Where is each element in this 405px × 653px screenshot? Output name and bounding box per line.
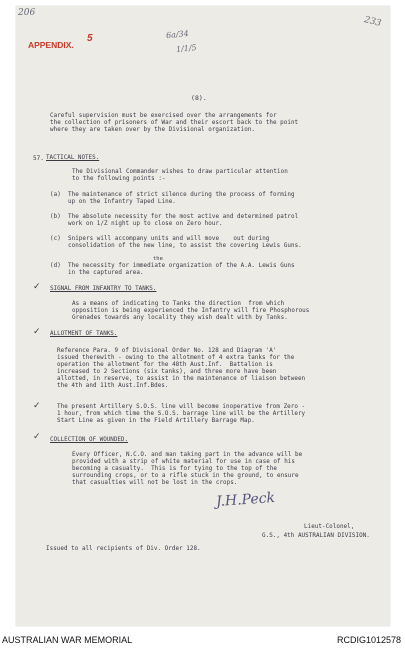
intro-paragraph: Careful supervision must be exercised over the arrangements for the collection of prisoners of War and their escort back to the point where they are taken over by the Divisional organization. — [50, 113, 299, 134]
footer — [0, 635, 405, 649]
section-heading-wounded: COLLECTION OF WOUNDED. — [50, 437, 129, 443]
appendix-label: APPENDIX. — [28, 40, 74, 50]
pencil-annotation-date: 1/1/5 — [175, 42, 198, 55]
folio-number-right: 233 — [363, 15, 383, 29]
check-mark: ✓ — [33, 282, 41, 292]
point-text: The necessity for immediate organization of the A.A. Lewis Guns in the captured area. — [68, 263, 295, 277]
point-label: (b) — [50, 214, 61, 220]
point-label: (a) — [50, 192, 61, 198]
check-mark: ✓ — [33, 432, 41, 442]
check-mark: ✓ — [33, 401, 41, 411]
item-reference: RCDIG1012578 — [336, 635, 401, 645]
tactical-notes-intro: The Divisional Commander wishes to draw particular attention to the following points :- — [72, 169, 288, 183]
institution-name: AUSTRALIAN WAR MEMORIAL — [2, 635, 133, 645]
section-number: 57. — [33, 155, 44, 162]
wounded-body: Every Officer, N.C.O. and man taking part in the advance will be provided with a strip of white material for use in case of his becoming a casualty. This is for tying to the top of the surrounding crops, or to a rifle stuck in the ground, to ensure that casualties will not be lost in the crops. — [72, 452, 303, 487]
point-text: Snipers will accompany units and will move out during consolidation of the new line, to assist the covering Lewis Guns. — [68, 236, 302, 250]
check-mark: ✓ — [33, 327, 41, 337]
point-text: The maintenance of strict silence during the process of forming up on the Infantry Taped Line. — [68, 192, 295, 206]
allotment-body: Reference Para. 9 of Divisional Order No. 128 and Diagram 'A' issued therewith - owing to the allotment of 4 extra tanks for the operation the allotment for the 48th Aust.Inf. Battalion is increased to 2 Sections (six tanks), and three more have been allotted, in reserve, to assist in the maintenance of liaison between the 4th and 11th Aust.Inf.Bdes. — [57, 348, 306, 390]
signal-body: As a means of indicating to Tanks the direction from which opposition is being experienced the Infantry will fire Phosphorous Grenades towards any locality they wish dealt with by Tanks. — [72, 301, 310, 322]
appendix-number: 5 — [87, 33, 93, 44]
point-text: The absolute necessity for the most active and determined patrol work on 1/Z night up to close on Zero hour. — [68, 214, 299, 228]
point-label: (c) — [50, 236, 61, 242]
signatory-rank: Lieut-Colonel, — [304, 524, 355, 530]
page-number: (8). — [191, 94, 207, 102]
handwritten-insert: the — [153, 256, 163, 262]
folio-number-left: 206 — [18, 8, 36, 18]
point-label: (d) — [50, 263, 61, 269]
section-heading-signal: SIGNAL FROM INFANTRY TO TANKS. — [50, 286, 157, 292]
issued-line: Issued to all recipients of Div. Order 128. — [46, 546, 201, 552]
artillery-body: The present Artillery S.O.S. line will become inoperative from Zero - 1 hour, from which time the S.O.S. barrage line will be the Artillery Start Line as given in the Field Artillery Barrage Map. — [57, 404, 306, 425]
pencil-annotation: 6a/34 — [165, 28, 190, 41]
signature: J.H.Peck — [215, 489, 276, 511]
document-page — [16, 6, 390, 626]
section-heading-allotment: ALLOTMENT OF TANKS. — [50, 331, 118, 337]
section-heading-tactical-notes: TACTICAL NOTES. — [46, 155, 100, 161]
signatory-position: G.S., 4th AUSTRALIAN DIVISION. — [262, 533, 370, 539]
